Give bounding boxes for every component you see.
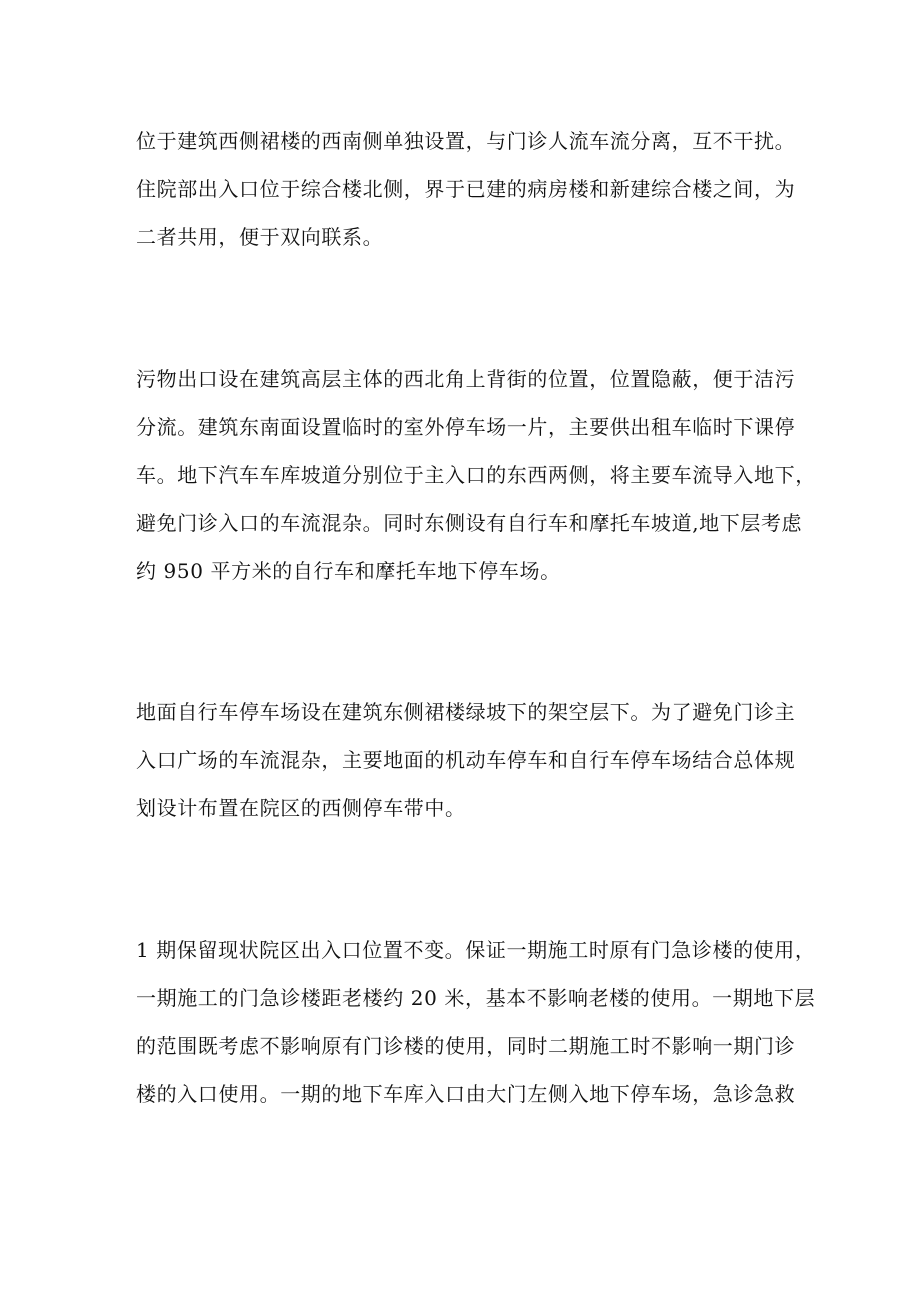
text-line: 一期施工的门急诊楼距老楼约 20 米，基本不影响老楼的使用。一期地下层 [136, 986, 816, 1010]
text-line: 入口广场的车流混杂，主要地面的机动车停车和自行车停车场结合总体规 [136, 748, 796, 772]
text-line: 1 期保留现状院区出入口位置不变。保证一期施工时原有门急诊楼的使用， [136, 938, 816, 962]
text-line: 住院部出入口位于综合楼北侧，界于已建的病房楼和新建综合楼之间，为 [136, 177, 796, 201]
text-line: 二者共用，便于双向联系。 [136, 225, 384, 249]
text-line: 污物出口设在建筑高层主体的西北角上背街的位置，位置隐蔽，便于洁污 [136, 367, 796, 391]
text-line: 楼的入口使用。一期的地下车库入口由大门左侧入地下停车场，急诊急救 [136, 1082, 796, 1106]
text-line: 划设计布置在院区的西侧停车带中。 [136, 796, 466, 820]
text-line: 约 950 平方米的自行车和摩托车地下停车场。 [136, 559, 561, 583]
text-line: 分流。建筑东南面设置临时的室外停车场一片，主要供出租车临时下课停 [136, 415, 796, 439]
text-line: 地面自行车停车场设在建筑东侧裙楼绿坡下的架空层下。为了避免门诊主 [136, 700, 796, 724]
text-line: 车。地下汽车车库坡道分别位于主入口的东西两侧，将主要车流导入地下， [136, 463, 816, 487]
text-line: 避免门诊入口的车流混杂。同时东侧设有自行车和摩托车坡道,地下层考虑 [136, 511, 803, 535]
text-line: 的范围既考虑不影响原有门诊楼的使用，同时二期施工时不影响一期门诊 [136, 1034, 796, 1058]
text-line: 位于建筑西侧裙楼的西南侧单独设置，与门诊人流车流分离，互不干扰。 [136, 129, 796, 153]
